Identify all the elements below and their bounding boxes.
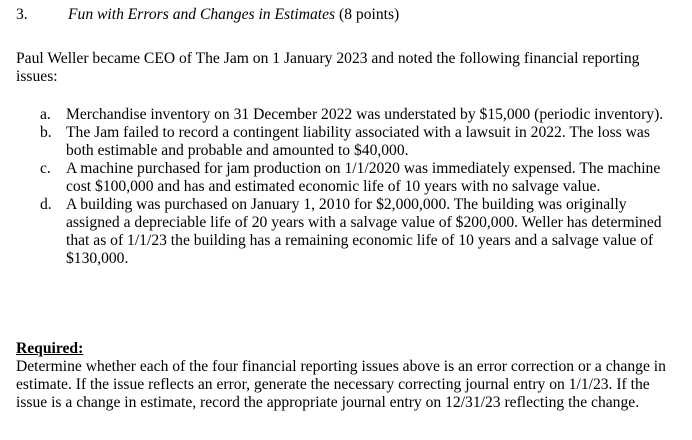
required-text: Determine whether each of the four financial reporting issues above is an error correction or a change in estimate. If the issue reflects an error, generate the necessary correcting journal entry on 1/1/23. If the issue is a change in estimate, record the appropriate journal entry on 12/31/23 reflecting the change.	[16, 358, 666, 411]
question-number: 3.	[16, 6, 28, 23]
list-item	[16, 106, 676, 124]
list-item-marker: d.	[40, 196, 52, 213]
list-item-marker: c.	[40, 160, 51, 177]
question-title: Fun with Errors and Changes in Estimates	[68, 6, 336, 23]
issues-list	[16, 106, 676, 268]
list-item-text: Merchandise inventory on 31 December 2022 was understated by $15,000 (periodic inventory).	[66, 106, 664, 123]
list-item-text: The Jam failed to record a contingent liability associated with a lawsuit in 2022. The loss was both estimable and probable and amounted to $40,000.	[66, 124, 650, 159]
list-item	[16, 124, 676, 160]
list-item-text: A machine purchased for jam production on 1/1/2020 was immediately expensed. The machine cost $100,000 and has and estimated economic life of 10 years with no salvage value.	[66, 160, 661, 195]
question-title-line	[68, 6, 399, 24]
list-item	[16, 160, 676, 196]
list-item-text: A building was purchased on January 1, 2010 for $2,000,000. The building was originally assigned a depreciable life of 20 years with a salvage value of $200,000. Weller has determined that as of 1/1/23 the building has a remaining economic life of 10 years and a salvage value of $130,000.	[66, 196, 662, 267]
list-item-marker: b.	[40, 124, 52, 141]
question-points: (8 points)	[339, 6, 400, 23]
required-heading: Required:	[16, 340, 84, 357]
list-item-marker: a.	[40, 106, 51, 123]
list-item	[16, 196, 676, 268]
required-section	[16, 340, 676, 412]
intro-paragraph: Paul Weller became CEO of The Jam on 1 January 2023 and noted the following financial reporting issues:	[16, 50, 640, 85]
